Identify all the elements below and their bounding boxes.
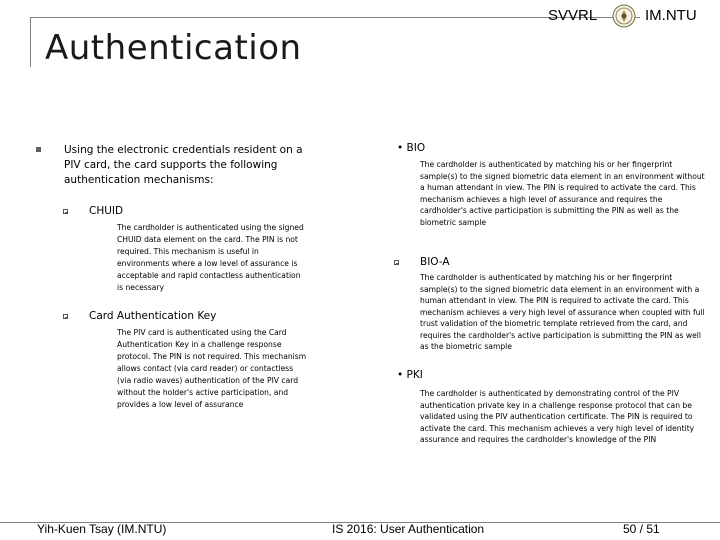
bio-description: The cardholder is authenticated by matching his or her fingerprint sample(s) to the signed biometric data element in an environment without a human attendant in view. The PIN is required to activate the card. This mechanism achieves a high level of assurance and requires the cardholder's active participation is submitting the PIN as well as the biometric sample [420,160,705,227]
bio-a-heading: BIO-A [420,256,450,268]
pki-description: The cardholder is authenticated by demonstrating control of the PIV authentication private key in a challenge response protocol that can be validated using the PIV authentication certificate. The PIN is required to activate the card. This mechanism achieves a very high level of identity assurance and requires the cardholder's knowledge of the PIN [420,389,695,444]
department-name: IM.NTU [645,7,697,24]
pki-heading: • PKI [397,369,423,381]
header-left-rule [30,17,31,67]
sub-bullet-icon [394,260,399,265]
card-auth-key-description: The PIV card is authenticated using the Card Authentication Key in a challenge response protocol. The PIN is not required. This mechanism allows contact (via card reader) or contactless (via radio waves) authentication of the PIV card without the holder's active participation, and provides a low level of assurance [117,328,307,409]
sub-bullet-icon [63,209,68,214]
intro-paragraph: Using the electronic credentials resident on a PIV card, the card supports the following authentication mechanisms: [64,144,303,186]
university-seal-icon [612,4,636,28]
bio-heading: • BIO [397,142,426,154]
sub-bullet-icon [63,314,68,319]
chuid-heading: CHUID [89,205,124,217]
bullet-square-icon [36,147,41,152]
slide-title: Authentication [45,28,302,68]
chuid-description: The cardholder is authenticated using the signed CHUID data element on the card. The PIN is not required. This mechanism is useful in environments where a low level of assurance is acceptable and rapid contactless authentication is necessary [117,223,304,292]
footer-author: Yih-Kuen Tsay (IM.NTU) [37,522,167,536]
lab-name: SVVRL [548,7,598,24]
bio-a-description: The cardholder is authenticated by matching his or her fingerprint sample(s) to the signed biometric data element in an environment with a human attendant in view. The PIN is required to activate the card. This mechanism achieves a very high level of assurance when coupled with full trust validation of the biometric template retrieved from the card, and requires the cardholder's active participation is submitting the PIN as well as the biometric sample [420,273,705,351]
card-auth-key-heading: Card Authentication Key [89,310,217,322]
footer-course: IS 2016: User Authentication [332,522,485,536]
page-number: 50 / 51 [623,522,660,536]
